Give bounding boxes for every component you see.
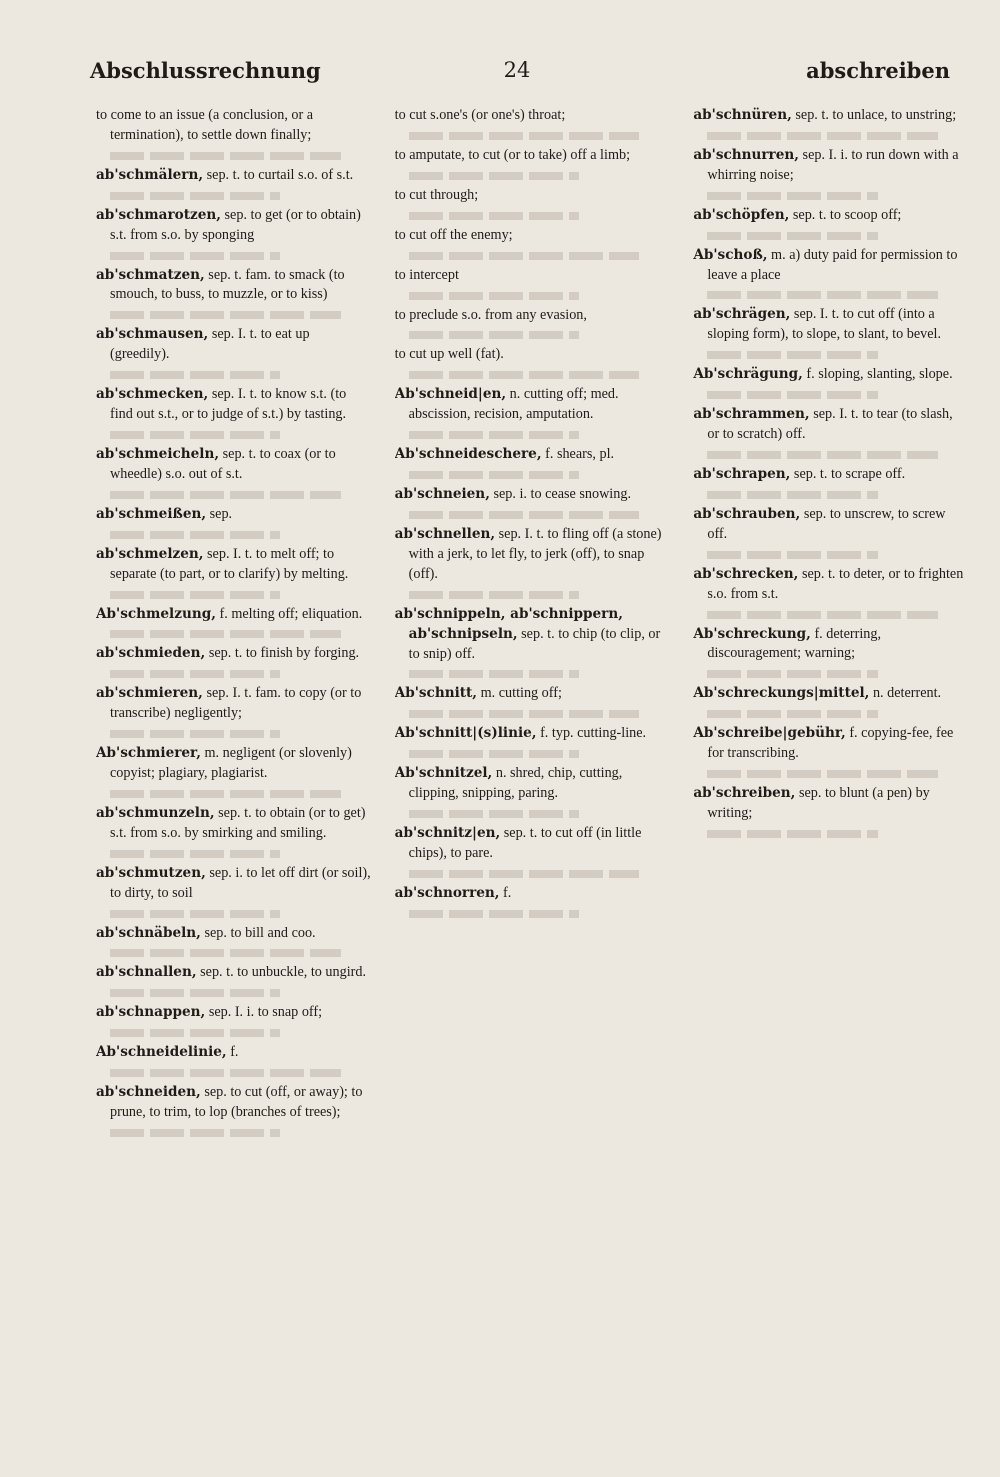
dictionary-entry [395,186,670,206]
entry-headword: Ab'schnitt|(s)linie, [394,725,537,742]
dictionary-entry [395,266,670,286]
entry-sense-excerpt: a) duty paid for permission to leave a place [707,246,958,283]
omitted-text-placeholder [707,670,877,678]
dictionary-entry [96,864,371,904]
omitted-text-placeholder [409,331,579,339]
entry-headword: ab'schmeicheln, [96,445,220,462]
omitted-text-placeholder [110,591,280,599]
entry-headword: ab'schnurren, [693,146,799,163]
dictionary-entry [395,345,670,365]
dictionary-entry [395,724,670,744]
dictionary-entry [693,565,968,605]
entry-sense-excerpt: to fling off (a stone) with a jerk, to let fly, to jerk (off), to snap (off). [408,525,662,582]
omitted-text-placeholder [409,670,579,678]
entry-headword: Ab'schrägung, [693,366,803,383]
omitted-text-placeholder [409,511,640,519]
omitted-text-placeholder [409,292,579,300]
entry-sense-excerpt: sloping, slanting, slope. [818,366,953,383]
entry-sense-excerpt: to chip (to clip, or to snip) off. [408,625,661,662]
omitted-text-placeholder [409,750,579,758]
entry-sense-excerpt: to intercept [394,266,459,283]
omitted-text-placeholder [409,810,579,818]
entry-grammar: f. [814,625,823,642]
entry-headword: ab'schmarotzen, [96,206,221,223]
entry-sense-excerpt: to cut through; [394,186,479,203]
entry-sense-excerpt: to copy (or to transcribe) negligently; [110,685,362,722]
dictionary-entry [395,306,670,326]
entry-sense-excerpt: to unlace, to unstring; [832,107,957,123]
omitted-text-placeholder [707,391,877,399]
omitted-text-placeholder [707,351,877,359]
entry-sense-excerpt: to get (or to obtain) s.t. from s.o. by sponging [110,206,361,243]
entry-headword: ab'schöpfen, [693,206,790,223]
omitted-text-placeholder [707,491,877,499]
entry-headword: Ab'schneideschere, [394,446,542,463]
entry-sense-excerpt: to come to an issue (a conclusion, or a termination), to settle down finally; [96,107,314,143]
entry-sense-excerpt: to cut off (into a sloping form), to slope, to slant, to bevel. [707,306,942,343]
omitted-text-placeholder [110,1129,280,1137]
omitted-text-placeholder [409,710,640,718]
omitted-text-placeholder [110,1029,280,1037]
entry-sense-excerpt: to deter, or to frighten s.o. from s.t. [707,565,964,602]
dictionary-entry [96,1083,371,1123]
entry-headword: ab'schnappen, [96,1004,206,1021]
page-header [84,58,950,94]
dictionary-entry [693,684,968,704]
dictionary-entry [96,605,371,625]
entry-grammar: sep. i. [209,864,243,881]
entry-grammar: sep. t. fam. [208,266,271,283]
entry-grammar: sep. t. [801,565,836,582]
entry-headword: ab'schnäbeln, [96,924,201,941]
dictionary-entry [693,784,968,824]
running-head-left: Abschlussrechnung [90,58,321,83]
omitted-text-placeholder [110,192,280,200]
column-middle [395,106,670,1406]
entry-grammar: sep. t. [792,206,827,223]
entry-headword: Ab'schnitzel, [394,765,493,782]
dictionary-entry [395,884,670,904]
entry-headword: ab'schrecken, [693,565,799,582]
entry-headword: ab'schnitz|en, [394,825,501,842]
omitted-text-placeholder [409,431,579,439]
omitted-text-placeholder [707,232,877,240]
dictionary-entry [395,605,670,665]
entry-headword: ab'schmälern, [96,166,204,183]
omitted-text-placeholder [110,730,280,738]
entry-sense-excerpt: to cut (off, or away); to prune, to trim, to lop (branches of trees); [110,1084,363,1121]
omitted-text-placeholder [110,1069,341,1077]
entry-headword: ab'schrauben, [693,505,801,522]
dictionary-entry [96,804,371,844]
page-number: 24 [503,58,531,82]
entry-grammar: m. [771,246,786,263]
entry-grammar: sep. t. [208,645,243,662]
entry-headword: ab'schmelzen, [96,545,204,562]
omitted-text-placeholder [110,850,280,858]
entry-sense-excerpt: to scrape off. [830,465,906,482]
omitted-text-placeholder [707,611,938,619]
entry-sense-excerpt: to melt off; to separate (to part, or to clarify) by melting. [110,545,349,582]
entry-grammar: sep. [798,785,822,802]
dictionary-entry [395,485,670,505]
omitted-text-placeholder [110,491,341,499]
entry-headword: ab'schnippeln, ab'schnippern, ab'schnipseln, [394,605,623,642]
omitted-text-placeholder [110,790,341,798]
dictionary-entry [693,246,968,286]
entry-sense-excerpt: to cut off (in little chips), to pare. [408,825,642,861]
omitted-text-placeholder [110,431,280,439]
dictionary-entry [693,724,968,764]
entry-grammar: sep. t. [503,825,538,842]
entry-grammar: f. [503,884,512,901]
dictionary-entry [96,325,371,365]
dictionary-entry [96,505,371,525]
entry-sense-excerpt: typ. cutting-line. [551,725,647,742]
dictionary-columns [96,106,968,1406]
entry-headword: ab'schrapen, [693,465,791,482]
omitted-text-placeholder [409,870,640,878]
entry-headword: ab'schmausen, [96,326,209,343]
entry-sense-excerpt: to curtail s.o. of s.t. [243,166,354,183]
omitted-text-placeholder [707,770,938,778]
dictionary-entry [96,684,371,724]
entry-headword: Ab'schoß, [693,246,768,263]
omitted-text-placeholder [409,212,579,220]
entry-grammar: f. [545,446,554,463]
entry-sense-excerpt: cutting off; [498,685,562,702]
entry-headword: Ab'schneid|en, [394,386,507,403]
entry-sense-excerpt: to scoop off; [829,206,902,223]
entry-headword: ab'schneiden, [96,1084,201,1101]
dictionary-entry [693,146,968,186]
running-head-right: abschreiben [806,58,950,83]
entry-grammar: f. [806,366,815,383]
dictionary-entry [96,106,371,146]
entry-sense-excerpt: to preclude s.o. from any evasion, [394,306,587,323]
entry-sense-excerpt: to cut s.one's (or one's) throat; [394,107,566,123]
dictionary-entry [96,644,371,664]
entry-grammar: sep. [803,505,827,522]
entry-sense-excerpt: to obtain (or to get) s.t. from s.o. by smirking and smiling. [110,804,366,841]
omitted-text-placeholder [707,451,938,459]
entry-sense-excerpt: to snap off; [257,1004,323,1021]
entry-sense-excerpt: to smack (to smouch, to buss, to muzzle, or to kiss) [110,266,345,303]
omitted-text-placeholder [110,152,341,160]
entry-sense-excerpt: to tear (to slash, or to scratch) off. [707,406,953,443]
entry-sense-excerpt: deterrent. [887,685,942,702]
entry-sense-excerpt: to unbuckle, to ungird. [237,964,367,981]
omitted-text-placeholder [707,710,877,718]
entry-grammar: sep. t. [795,107,829,123]
entry-headword: ab'schmatzen, [96,266,205,283]
dictionary-entry [395,764,670,804]
entry-sense-excerpt: to bill and coo. [230,924,316,941]
entry-grammar: sep. t. [200,964,234,981]
dictionary-entry [395,146,670,166]
entry-grammar: sep. I. t. [207,545,253,562]
entry-grammar: f. [540,725,549,742]
omitted-text-placeholder [110,670,280,678]
dictionary-entry [395,445,670,465]
entry-grammar: sep. [204,924,227,941]
entry-headword: ab'schrammen, [693,406,810,423]
entry-headword: Ab'schreibe|gebühr, [693,725,846,742]
dictionary-entry [693,405,968,445]
entry-grammar: f. [230,1044,239,1061]
omitted-text-placeholder [707,192,877,200]
entry-grammar: sep. I. i. [802,146,848,163]
entry-headword: Ab'schmelzung, [96,605,216,622]
omitted-text-placeholder [409,132,640,140]
omitted-text-placeholder [409,910,579,918]
dictionary-entry [693,305,968,345]
entry-headword: ab'schmutzen, [96,864,206,881]
entry-sense-excerpt: to cut up well (fat). [394,346,504,363]
entry-headword: ab'schmeißen, [96,505,207,522]
dictionary-entry [96,1043,371,1063]
entry-headword: ab'schrägen, [693,306,791,323]
dictionary-entry [693,206,968,226]
entry-headword: ab'schnellen, [394,525,496,542]
omitted-text-placeholder [110,531,280,539]
omitted-text-placeholder [110,630,341,638]
entry-sense-excerpt: negligent (or slovenly) copyist; plagiary, plagiarist. [110,745,352,782]
entry-sense-excerpt: shred, chip, cutting, clipping, snipping, paring. [408,765,623,802]
dictionary-entry [96,445,371,485]
entry-headword: Ab'schneidelinie, [96,1044,227,1061]
column-right [693,106,968,1406]
omitted-text-placeholder [707,551,877,559]
entry-grammar: n. [872,685,884,702]
entry-sense-excerpt: copying-fee, fee for transcribing. [707,725,954,762]
entry-headword: Ab'schreckungs|mittel, [693,685,870,702]
dictionary-entry [693,465,968,485]
dictionary-entry [395,684,670,704]
entry-sense-excerpt: to run down with a whirring noise; [707,146,959,183]
dictionary-entry [395,385,670,425]
dictionary-entry [96,385,371,425]
entry-headword: ab'schnorren, [394,884,500,901]
entry-grammar: sep. t. [222,445,257,462]
entry-sense-excerpt: shears, pl. [556,446,615,463]
entry-grammar: m. [480,685,496,702]
entry-grammar: sep. t. [793,465,828,482]
dictionary-entry [96,545,371,585]
entry-headword: Ab'schmierer, [96,745,201,762]
entry-grammar: sep. I. t. [211,326,258,343]
dictionary-entry [96,206,371,246]
entry-sense-excerpt: to eat up (greedily). [110,326,310,363]
entry-headword: ab'schnallen, [96,964,197,981]
entry-sense-excerpt: to cut off the enemy; [394,226,513,243]
entry-sense-excerpt: melting off; eliquation. [231,605,363,622]
entry-headword: ab'schneien, [394,486,490,503]
dictionary-entry [96,924,371,944]
omitted-text-placeholder [707,291,938,299]
entry-sense-excerpt: deterring, discouragement; warning; [707,625,882,662]
omitted-text-placeholder [409,591,579,599]
dictionary-entry [96,1003,371,1023]
omitted-text-placeholder [110,252,280,260]
entry-headword: Ab'schreckung, [693,625,811,642]
entry-grammar: sep. [204,1084,227,1101]
entry-headword: ab'schmecken, [96,386,209,403]
omitted-text-placeholder [409,172,579,180]
column-left [96,106,371,1406]
omitted-text-placeholder [110,910,280,918]
entry-sense-excerpt: to coax (or to wheedle) s.o. out of s.t. [110,445,336,482]
entry-grammar: sep. I. i. [208,1004,255,1021]
omitted-text-placeholder [110,949,341,957]
entry-grammar: sep. I. t. fam. [206,685,281,702]
entry-headword: ab'schmieren, [96,685,203,702]
entry-sense-excerpt: to finish by forging. [245,645,360,662]
dictionary-entry [96,266,371,306]
omitted-text-placeholder [110,989,280,997]
omitted-text-placeholder [409,471,579,479]
omitted-text-placeholder [409,371,640,379]
entry-grammar: sep. I. t. [211,386,258,403]
entry-grammar: sep. i. [493,486,527,503]
entry-headword: ab'schnüren, [693,107,792,123]
entry-grammar: sep. [209,505,233,522]
dictionary-entry [96,963,371,983]
entry-sense-excerpt: cutting off; med. abscission, recision, amputation. [408,386,619,423]
dictionary-entry [693,505,968,545]
entry-sense-excerpt: to amputate, to cut (or to take) off a limb; [394,146,631,163]
entry-sense-excerpt: to cease snowing. [530,486,631,503]
entry-sense-excerpt: to let off dirt (or soil), to dirty, to soil [110,864,371,901]
omitted-text-placeholder [707,830,877,838]
entry-headword: ab'schmunzeln, [96,804,215,821]
dictionary-entry [96,744,371,784]
omitted-text-placeholder [707,132,938,140]
dictionary-entry [693,625,968,665]
dictionary-entry [693,106,968,126]
entry-grammar: sep. t. [521,625,555,642]
entry-grammar: f. [849,725,858,742]
entry-grammar: n. [495,765,507,782]
dictionary-entry [395,226,670,246]
entry-headword: Ab'schnitt, [394,685,478,702]
entry-grammar: sep. [224,206,247,223]
dictionary-entry [395,525,670,585]
entry-sense-excerpt: to blunt (a pen) by writing; [707,785,930,821]
dictionary-entry [395,824,670,864]
omitted-text-placeholder [110,311,341,319]
entry-grammar: sep. I. t. [793,306,840,323]
omitted-text-placeholder [110,371,280,379]
entry-headword: ab'schmieden, [96,645,206,662]
entry-grammar: sep. t. [206,166,241,183]
dictionary-entry [693,365,968,385]
entry-sense-excerpt: to know s.t. (to find out s.t., or to judge of s.t.) by tasting. [110,386,347,423]
dictionary-entry [395,106,670,126]
entry-grammar: sep. I. t. [813,406,859,423]
entry-grammar: n. [509,386,521,403]
entry-headword: ab'schreiben, [693,785,796,802]
entry-grammar: sep. t. [218,804,252,821]
omitted-text-placeholder [409,252,640,260]
dictionary-entry [96,166,371,186]
entry-grammar: m. [204,745,220,762]
entry-grammar: f. [219,605,228,622]
entry-grammar: sep. I. t. [498,525,544,542]
entry-sense-excerpt: to unscrew, to screw off. [707,505,946,542]
